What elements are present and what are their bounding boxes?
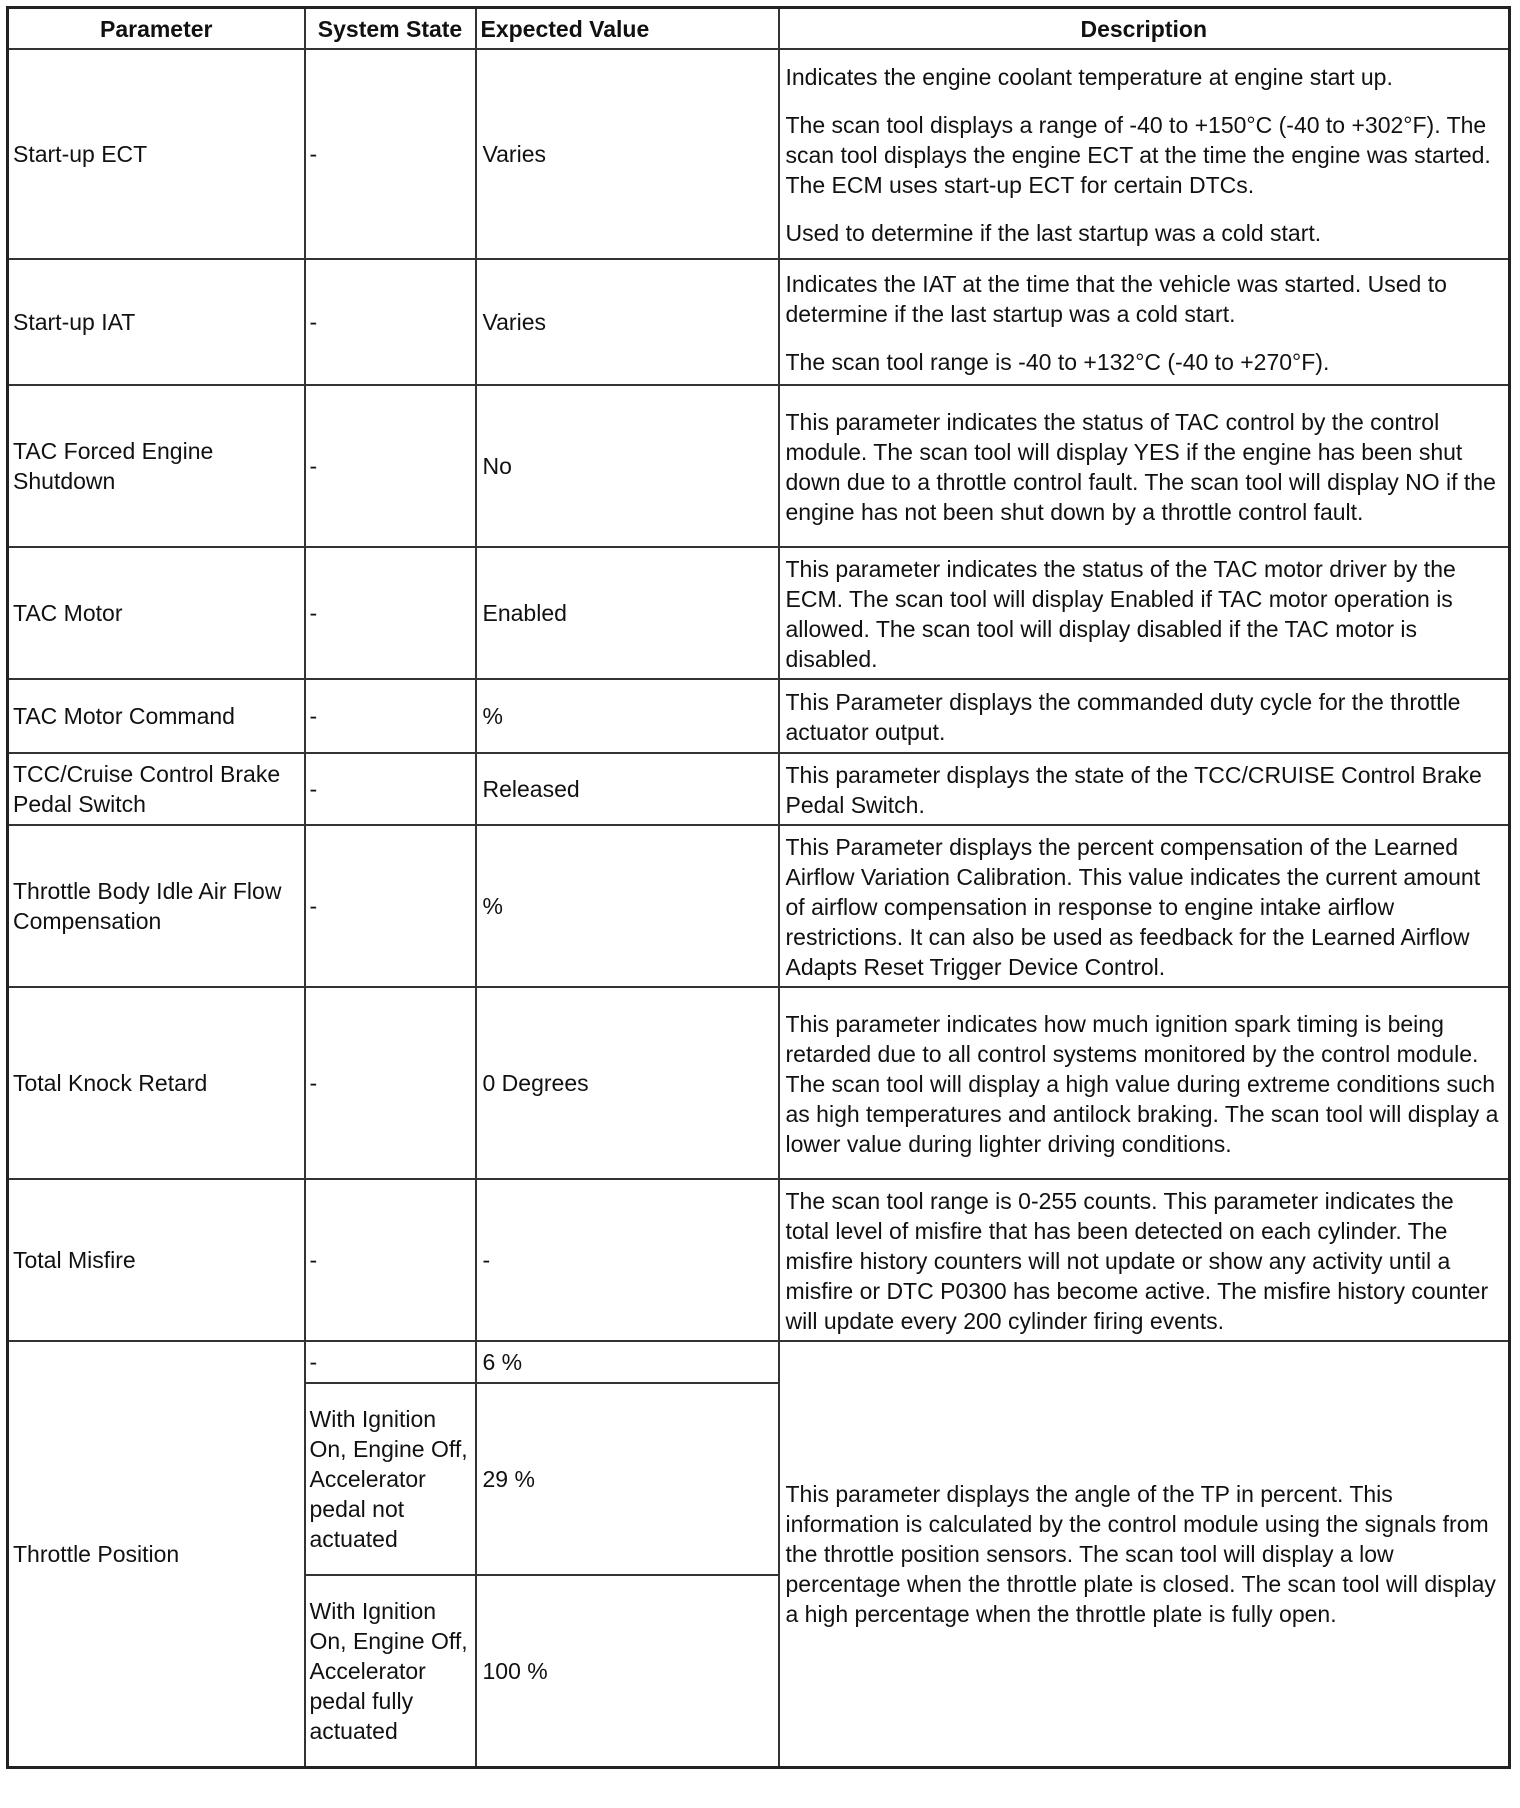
expected-value-cell: 29 % <box>476 1383 779 1575</box>
description-paragraph: Used to determine if the last startup was a cold start. <box>785 219 1322 246</box>
description-cell <box>779 259 1510 385</box>
description-paragraph: This Parameter displays the percent compensation of the Learned Airflow Variation Calibration. This value indicates the current amount of airflow compensation in response to engine intake airflow restrictions. It can also be used as feedback for the Learned Airflow Adapts Reset Trigger Device Control. <box>785 833 1481 980</box>
table-row <box>8 825 1510 987</box>
expected-value-cell: - <box>476 1179 779 1341</box>
expected-value-cell: Varies <box>476 49 779 259</box>
system-state-cell: - <box>305 547 476 679</box>
description-cell <box>779 1179 1510 1341</box>
description-paragraph: This parameter indicates the status of the TAC motor driver by the ECM. The scan tool will display Enabled if TAC motor operation is allowed. The scan tool will display disabled if the TAC motor is disabled. <box>785 555 1456 672</box>
parameter-cell: Throttle Position <box>8 1341 305 1767</box>
table-row <box>8 1179 1510 1341</box>
description-paragraph: This parameter indicates the status of TAC control by the control module. The scan tool will display YES if the engine has been shut down due to a throttle control fault. The scan tool will display NO if the engine has not been shut down by a throttle control fault. <box>785 408 1496 525</box>
description-cell: This parameter displays the angle of the TP in percent. This information is calculated by the control module using the signals from the throttle position sensors. The scan tool will display a low percentage when the throttle plate is closed. The scan tool will display a high percentage when the throttle plate is fully open. <box>779 1341 1510 1767</box>
system-state-cell: - <box>305 1179 476 1341</box>
table-row <box>8 259 1510 385</box>
parameter-table <box>6 6 1511 1769</box>
system-state-cell: - <box>305 1341 476 1383</box>
parameter-cell: TAC Motor <box>8 547 305 679</box>
description-cell <box>779 547 1510 679</box>
expected-value-cell: Enabled <box>476 547 779 679</box>
system-state-cell: - <box>305 987 476 1179</box>
table-row <box>8 1341 1510 1383</box>
system-state-cell: - <box>305 259 476 385</box>
system-state-cell: - <box>305 385 476 547</box>
description-cell <box>779 679 1510 753</box>
expected-value-cell: 0 Degrees <box>476 987 779 1179</box>
description-paragraph: Indicates the IAT at the time that the vehicle was started. Used to determine if the last startup was a cold start. <box>785 270 1447 327</box>
header-description: Description <box>779 8 1510 50</box>
parameter-cell: TCC/Cruise Control Brake Pedal Switch <box>8 753 305 825</box>
expected-value-cell: Varies <box>476 259 779 385</box>
system-state-cell: - <box>305 753 476 825</box>
description-paragraph: The scan tool displays a range of -40 to +150°C (-40 to +302°F). The scan tool displays the engine ECT at the time the engine was started. The ECM uses start-up ECT for certain DTCs. <box>785 111 1491 198</box>
expected-value-cell: 6 % <box>476 1341 779 1383</box>
expected-value-cell: No <box>476 385 779 547</box>
parameter-cell: TAC Motor Command <box>8 679 305 753</box>
description-paragraph: Indicates the engine coolant temperature at engine start up. <box>785 63 1393 90</box>
description-cell <box>779 987 1510 1179</box>
parameter-cell: Total Misfire <box>8 1179 305 1341</box>
system-state-cell: With Ignition On, Engine Off, Accelerator pedal fully actuated <box>305 1575 476 1767</box>
expected-value-cell: % <box>476 825 779 987</box>
expected-value-cell: 100 % <box>476 1575 779 1767</box>
header-row <box>8 8 1510 50</box>
header-parameter: Parameter <box>8 8 305 50</box>
description-paragraph: This Parameter displays the commanded duty cycle for the throttle actuator output. <box>785 688 1461 745</box>
parameter-cell: Start-up IAT <box>8 259 305 385</box>
table-row <box>8 385 1510 547</box>
system-state-cell: - <box>305 679 476 753</box>
table-row <box>8 679 1510 753</box>
description-cell <box>779 385 1510 547</box>
table-row <box>8 547 1510 679</box>
header-expected-value: Expected Value <box>476 8 779 50</box>
system-state-cell: - <box>305 825 476 987</box>
parameter-cell: TAC Forced Engine Shutdown <box>8 385 305 547</box>
description-cell <box>779 825 1510 987</box>
expected-value-cell: % <box>476 679 779 753</box>
parameter-cell: Start-up ECT <box>8 49 305 259</box>
description-cell <box>779 753 1510 825</box>
system-state-cell: With Ignition On, Engine Off, Accelerator pedal not actuated <box>305 1383 476 1575</box>
header-system-state: System State <box>305 8 476 50</box>
description-paragraph: This parameter indicates how much ignition spark timing is being retarded due to all control systems monitored by the control module. The scan tool will display a high value during extreme conditions such as high temperatures and antilock braking. The scan tool will display a lower value during lighter driving conditions. <box>785 1010 1499 1157</box>
table-row <box>8 987 1510 1179</box>
system-state-cell: - <box>305 49 476 259</box>
parameter-cell: Throttle Body Idle Air Flow Compensation <box>8 825 305 987</box>
table-row <box>8 753 1510 825</box>
description-cell <box>779 49 1510 259</box>
table-row <box>8 49 1510 259</box>
description-paragraph: The scan tool range is 0-255 counts. This parameter indicates the total level of misfire that has been detected on each cylinder. The misfire history counters will not update or show any activity until a misfire or DTC P0300 has become active. The misfire history counter will update every 200 cylinder firing events. <box>785 1187 1489 1334</box>
expected-value-cell: Released <box>476 753 779 825</box>
description-paragraph: The scan tool range is -40 to +132°C (-40 to +270°F). <box>785 348 1330 375</box>
description-paragraph: This parameter displays the state of the TCC/CRUISE Control Brake Pedal Switch. <box>785 761 1482 818</box>
parameter-cell: Total Knock Retard <box>8 987 305 1179</box>
